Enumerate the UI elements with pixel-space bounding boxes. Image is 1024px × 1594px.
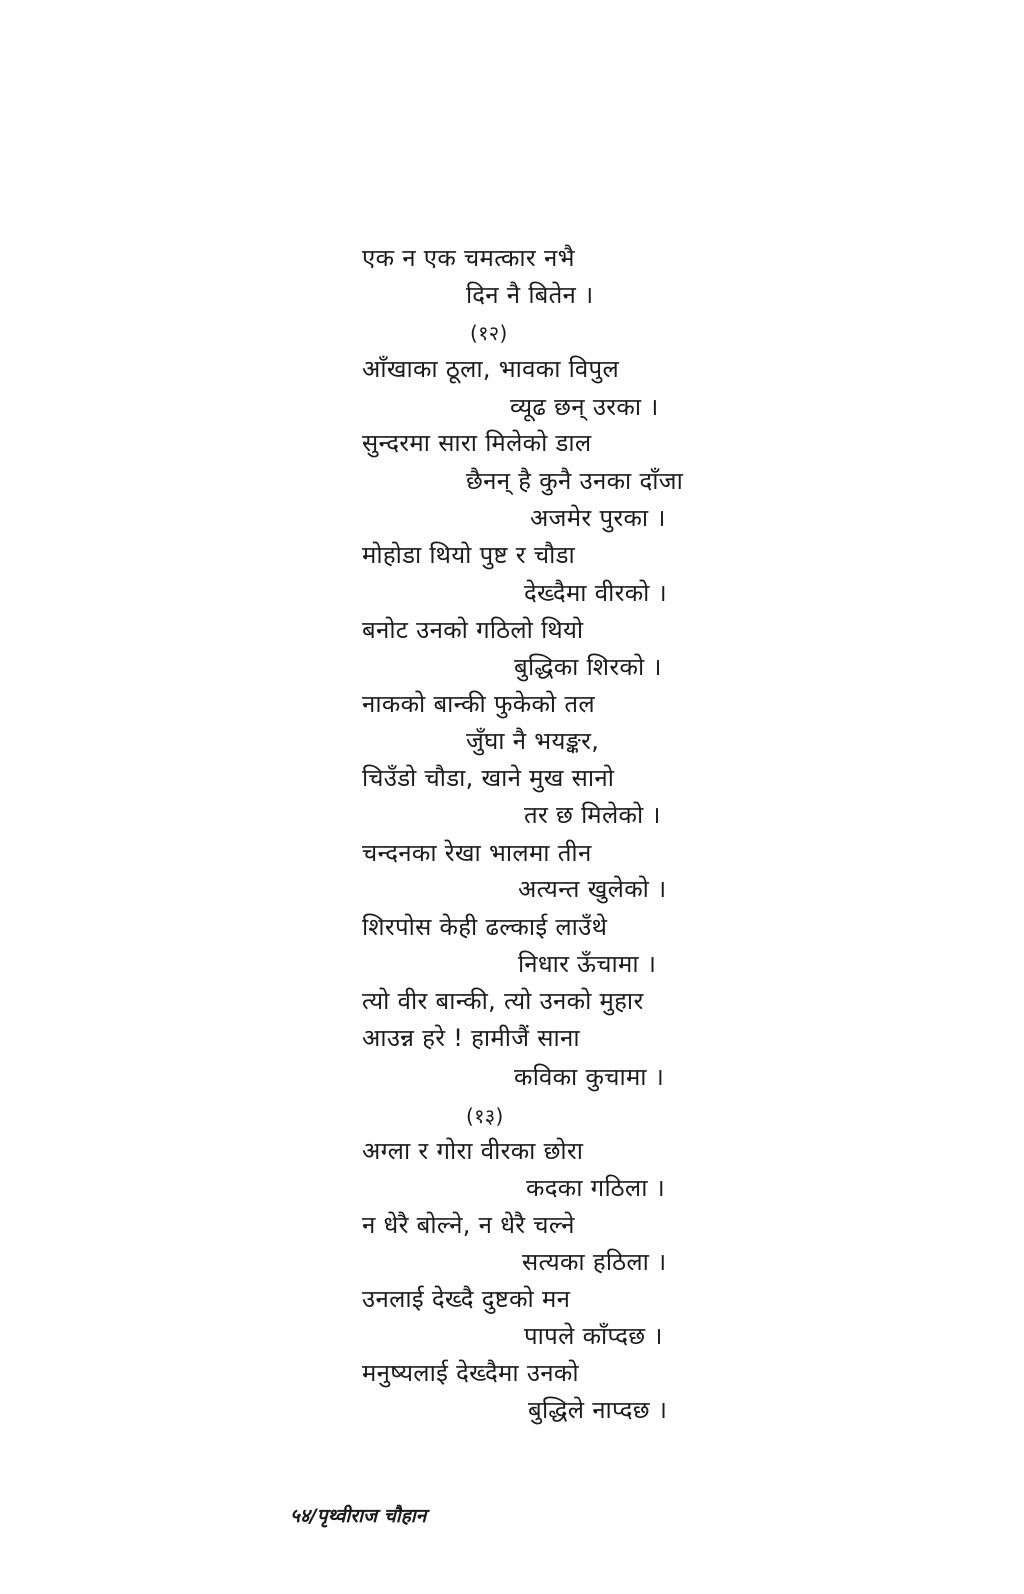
poem-line: नाकको बान्की फुकेको तल (362, 690, 595, 718)
poem-line: बुद्धिले नाप्दछ । (528, 1396, 668, 1424)
poem-line: सुन्दरमा सारा मिलेको डाल (362, 429, 592, 457)
poem-line: एक न एक चमत्कार नभै (362, 244, 575, 272)
poem-line: छैनन् है कुनै उनका दाँजा (466, 467, 684, 495)
section-number: (१३) (466, 1104, 504, 1128)
poem-line: आउन्न हरे ! हामीजैं साना (362, 1024, 580, 1052)
poem-line: सत्यका हठिला । (522, 1248, 667, 1276)
poem-line: पापले काँप्दछ । (524, 1322, 663, 1350)
poem-line: अजमेर पुरका । (530, 504, 666, 532)
poem-line: चिउँडो चौडा, खाने मुख सानो (362, 764, 615, 792)
poem-line: अग्ला र गोरा वीरका छोरा (362, 1137, 584, 1165)
poem-line: निधार ऊँचामा । (518, 950, 657, 978)
poem-line: तर छ मिलेको । (524, 801, 661, 829)
poem-line: मनुष्यलाई देख्दैमा उनको (362, 1359, 579, 1387)
poem-line: दिन नै बितेन । (466, 281, 594, 309)
poem-line: आँखाका ठूला, भावका विपुल (362, 355, 620, 383)
section-number: (१२) (470, 321, 508, 345)
poem-line: बनोट उनको गठिलो थियो (362, 616, 584, 644)
poem-line: कविका कुचामा । (514, 1063, 665, 1091)
poem-line: चन्दनका रेखा भालमा तीन (362, 839, 592, 867)
poem-line: मोहोडा थियो पुष्ट र चौडा (362, 541, 575, 569)
poem-line: त्यो वीर बान्की, त्यो उनको मुहार (362, 987, 644, 1015)
poem-line: शिरपोस केही ढल्काई लाउँथे (362, 913, 608, 941)
poem-line: कदका गठिला । (526, 1174, 666, 1202)
poem-line: बुद्धिका शिरको । (514, 653, 662, 681)
poem-line: देख्दैमा वीरको । (524, 579, 667, 607)
poem-line: जुँघा नै भयङ्कर, (466, 727, 600, 755)
poem-line: अत्यन्त खुलेको । (518, 875, 667, 903)
poem-line: उनलाई देख्दै दुष्टको मन (362, 1285, 571, 1313)
poem-line: व्यूढ छन् उरका । (510, 393, 659, 421)
page-footer: ५४/पृथ्वीराज चौहान (290, 1505, 427, 1527)
poem-line: न धेरै बोल्ने, न धेरै चल्ने (362, 1211, 575, 1239)
